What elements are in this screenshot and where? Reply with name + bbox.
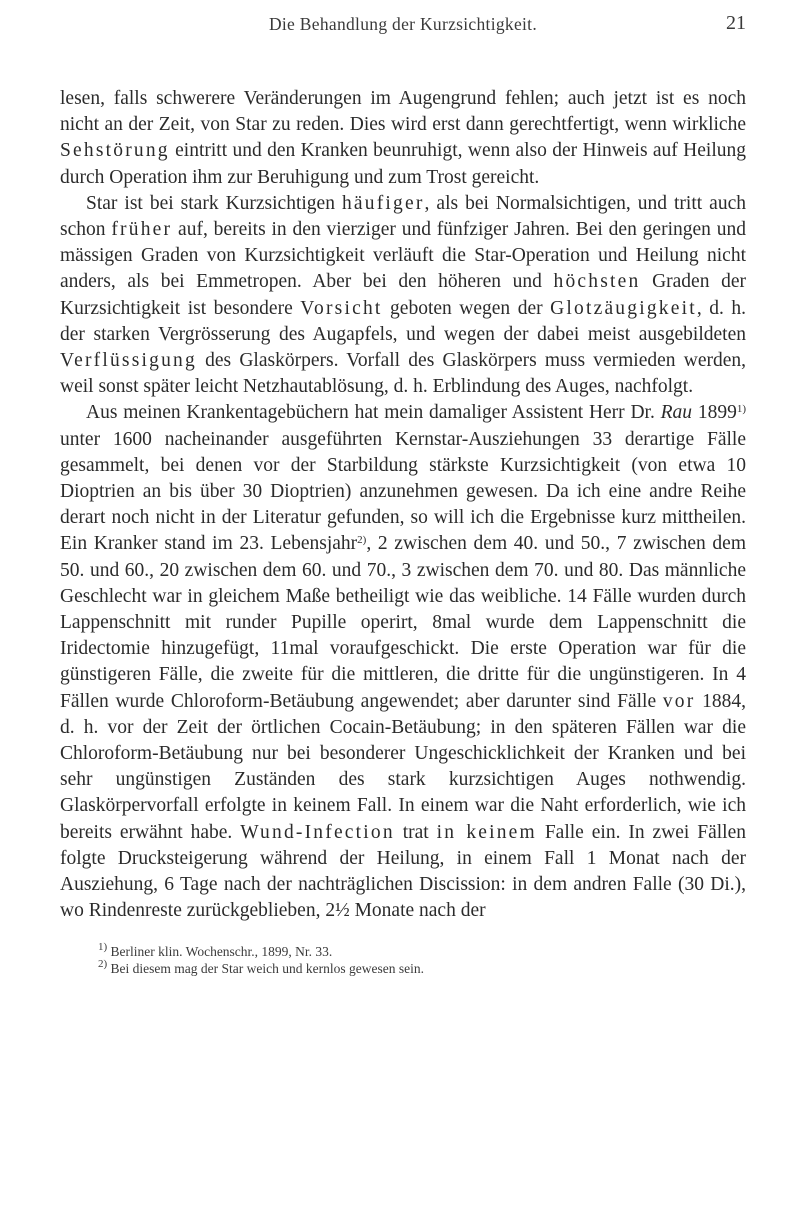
body-text (60, 86, 746, 925)
italic-name: Rau (660, 402, 693, 424)
emphasis-spaced: höchsten (553, 271, 641, 293)
text-run: unter 1600 nacheinander ausgeführten Kernstar-Ausziehungen 33 derartige Fälle gesammelt, bei denen vor der Starbildung stärkste Kurzsichtigkeit (von etwa 10 Dioptrien an bis über 30 Dioptrien) anzunehmen gewesen. Da ich eine andre Reihe derart noch nicht in der Literatur gefunden, so will ich die Ergebnisse kurz mittheilen. Ein Kranker stand im 23. Lebensjahr (60, 428, 746, 555)
text-run: auf, bereits in den vierziger und fünfziger Jahren. Bei den geringen und mässigen Graden von Kurzsichtigkeit verläuft die Star-Operation und Heilung nicht anders, als bei Emmetropen. Aber bei den höheren und (60, 219, 747, 293)
text-run: Aus meinen Krankentagebüchern hat mein damaliger Assistent Herr Dr. (86, 402, 661, 424)
footnotes (60, 935, 746, 978)
running-head (60, 14, 746, 48)
text-run: Falle ein. In zwei Fällen folgte Drucksteigerung während der Heilung, in einem Fall 1 Monat nach der Ausziehung, 6 Tage nach der nachträglichen Discission: in dem andren Falle (30 Di.), wo Rindenreste zurückgeblieben, 2½ Monate nach der (60, 821, 747, 922)
footnote-text: Berliner klin. Wochenschr., 1899, Nr. 33. (110, 943, 333, 959)
text-run: Star ist bei stark Kurzsichtigen (86, 192, 342, 214)
book-page (60, 14, 746, 978)
paragraph-2 (60, 191, 746, 401)
paragraph-3 (60, 400, 746, 924)
text-run: , als bei Normalsichtigen, und tritt auch schon (60, 192, 746, 241)
text-run: 1899 (692, 402, 737, 424)
text-run: eintritt und den Kranken beunruhigt, wenn also der Hinweis auf Heilung durch Operation ihm zur Beruhigung und zum Trost gereicht. (60, 140, 746, 188)
footnote-reference: 2) (357, 534, 367, 547)
emphasis-spaced: häufiger (341, 192, 425, 214)
emphasis-spaced: Glotzäugigkeit (550, 297, 697, 319)
text-run: Graden der Kurzsichtigkeit ist besondere (60, 271, 746, 319)
footnote-mark: 1) (98, 940, 108, 953)
text-run: , d. h. der starken Vergrösserung des Augapfels, und wegen der dabei meist ausgebildeten (60, 297, 746, 345)
footnote-mark: 2) (98, 958, 108, 970)
page-number: 21 (726, 12, 746, 34)
emphasis-spaced: früher (111, 219, 173, 241)
emphasis-spaced: Verflüssigung (60, 350, 197, 372)
emphasis-spaced: Vorsicht (300, 297, 383, 319)
emphasis-spaced: Sehstörung (60, 140, 170, 162)
footnote-1 (60, 940, 746, 961)
emphasis-spaced: in keinem (436, 821, 537, 843)
paragraph-1 (60, 86, 746, 191)
emphasis-spaced: Wund-Infection (240, 821, 395, 843)
text-run: lesen, falls schwerere Veränderungen im Augengrund fehlen; auch jetzt ist es noch nicht an der Zeit, von Star zu reden. Dies wird erst dann gerechtfertigt, wenn wirkliche (60, 88, 746, 136)
footnote-text: Bei diesem mag der Star weich und kernlos gewesen sein. (110, 961, 424, 976)
text-run: 1884, d. h. vor der Zeit der örtlichen Cocain-Betäubung; in den späteren Fällen war die Chloroform-Betäubung nur bei besonderer Ungeschicklichkeit der Kranken und bei sehr ungünstigen Zuständen des stark kurzsichtigen Auges nothwendig. Glaskörpervorfall erfolgte in keinem Fall. In einem war die Naht erforderlich, wie ich bereits erwähnt habe. (60, 690, 746, 843)
running-head-title: Die Behandlung der Kurzsichtigkeit. (268, 14, 538, 34)
emphasis-spaced: vor (662, 690, 696, 712)
footnote-2 (60, 960, 746, 978)
text-run: trat (394, 821, 437, 843)
footnote-reference: 1) (736, 403, 747, 416)
text-run: des Glaskörpers. Vorfall des Glaskörpers muss vermieden werden, weil sonst später leicht Netzhautablösung, d. h. Erblindung des Auges, nachfolgt. (60, 350, 746, 398)
text-run: geboten wegen der (382, 297, 551, 319)
text-run: , 2 zwischen dem 40. und 50., 7 zwischen dem 50. und 60., 20 zwischen dem 60. und 70., 3 zwischen dem 70. und 80. Das männliche Geschlecht war in gleichem Maße betheiligt wie das weibliche. 14 Fälle wurden durch Lappenschnitt mit runder Pupille operirt, 8mal wurde dem Lappenschnitt die Iridectomie hinzugefügt, 11mal voraufgeschickt. Die erste Operation war für die günstigeren Fälle, die zweite für die mittleren, die dritte für die ungünstigeren. In 4 Fällen wurde Chloroform-Betäubung angewendet; aber darunter sind Fälle (60, 533, 746, 712)
